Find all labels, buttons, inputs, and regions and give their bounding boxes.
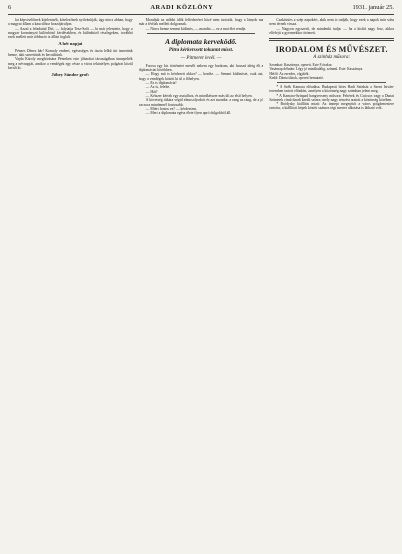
column-1	[8, 18, 133, 548]
header-rule	[8, 14, 394, 15]
article-byline: — Pittneret levél. —	[180, 55, 222, 61]
article-paragraph: — Mert a diplomata egész élete ilyen apró dolgokból áll.	[145, 111, 232, 116]
article-paragraph: A követség titkára végül elmosolyodott és azt mondta: a rang az rang, de a jó vacsora mindennél fontosabb.	[138, 98, 264, 107]
program-line: Kedd: Dánia tiktok, operett bemutató.	[269, 75, 324, 80]
article-paragraph: Furcsa egy kis történetet mesélt nekem egy barátom, aki hosszú ideig élt a diplomáciai körökben.	[138, 63, 264, 73]
page-header	[8, 4, 394, 13]
col1-paragraph: lat képviselőinek kijelentsék, kötelezőnek nyilvánítják, úgy nincs abban, hogy a magyar állam a kaucióhoz hozzájáruljon.	[8, 18, 133, 27]
col1-section-paragraph: Vajda Károly meghívására Pénteken este jóbarátai társaságában ünnepelték meg a névnapját, amikor a vendégek egy része a város tekintélyes polgárai közül került ki.	[8, 57, 133, 70]
col1-section-paragraph: Pénzes Dénes bár! Komoly embert, egészséges és tiszta lelkű úrt ismerünk benne, akit szerettünk és becsültünk.	[8, 48, 133, 58]
columns	[8, 18, 394, 548]
col3-intro-paragraph: — Nagyon egyszerű, de mindenki tudja: — ha a kisfiú nagy lesz, akkor elfelejti a gyermekkor örömeit.	[269, 26, 394, 35]
col3-section-paragraph: * A Szék Kamara előadása. Budapesti híres Hadi Színház a Szent István-teremben tartott előadást, amelyen a közönség nagy számban jelent meg.	[269, 85, 394, 94]
article-paragraph: — Miért fontos ez? — kérdeztem.	[145, 106, 198, 111]
section-divider	[269, 38, 394, 41]
col1-paragraph: — Azzal a feladattal Dió, — folytatja Tesz-Szőt — ki már jelentette, hogy a magyar kormányzó különböző kérdésekben, és különböző részlegeken, továbbá ezek mellett már többször is állást foglalt.	[8, 26, 133, 40]
col3-intro-paragraph: Czaktüsíes a szép napokért, akik nem is tudják, hogy ezek a napok már soha nem térnek vissza.	[269, 18, 394, 27]
program-divider	[277, 82, 386, 83]
issue-date: 1931. január 25.	[352, 4, 394, 11]
program-line: Szombat: Kaszárnya, operett. Este 8 órakor.	[269, 63, 333, 68]
article-paragraph: — Ez is diplomácia!	[145, 81, 177, 86]
article-paragraph: — Az is, felelte.	[145, 85, 171, 90]
article-divider	[147, 33, 256, 34]
column-3	[269, 18, 394, 548]
col2-intro-paragraph: Mondjuk az utóbbi idők felfedezései közé nem tartozik, hogy a lányok ma már a férfiak mellett dolgoznak.	[138, 18, 264, 27]
closing-heading: Jóbey Sándor grof:	[51, 72, 90, 78]
article-paragraph: — Kétszer kértek egy asztalhoz, és mindkétszer más ült az első helyen.	[145, 93, 253, 98]
article-subtitle: Pitra kérkerssett tokunnt mísst.	[168, 47, 234, 53]
article-paragraph: — Hát?	[145, 89, 158, 94]
page-number: 6	[8, 4, 12, 11]
article-title: A diplomata kerveködő.	[165, 36, 237, 46]
col3-section-paragraph: * Bródysky kiállítás miatt: Az ünnepi megnyitót a város polgármestere tartotta, a kiállított képek között számos régi mester alkotása is látható volt.	[269, 102, 394, 111]
theater-program-subtitle: A szinház műsora:	[313, 55, 351, 61]
program-line: Vasárnap délután: Légy jó mindhalálig, színmű. Este: Kaszárnya.	[269, 67, 364, 72]
column-2	[139, 18, 264, 548]
col3-section-paragraph: * A Kamara-Színpad hangverseny műsora: Fehérek és Csúcsos vagy a Dunai Szünetek című darab került színre, mely nagy tetszést aratott a közönség körében.	[269, 93, 394, 102]
section-heading: A hét napjai	[58, 41, 83, 47]
article-paragraph: — Hogy mit is kérdezett akkor? — kezdte. — Semmi különöset, csak azt, hogy a vendégek között ki ül a főhelyen.	[138, 72, 264, 81]
program-line: Hétfő: Az ezredes, vígjáték.	[269, 71, 310, 76]
literature-section-title: IRODALOM ÉS MŰVÉSZET.	[275, 45, 388, 55]
newspaper-title: ARADI KÖZLÖNY	[150, 4, 214, 11]
theater-program	[269, 63, 394, 80]
col2-intro-paragraph: — Nincs benne semmi különös, — mondta — ez a mai élet rendje.	[145, 26, 247, 31]
